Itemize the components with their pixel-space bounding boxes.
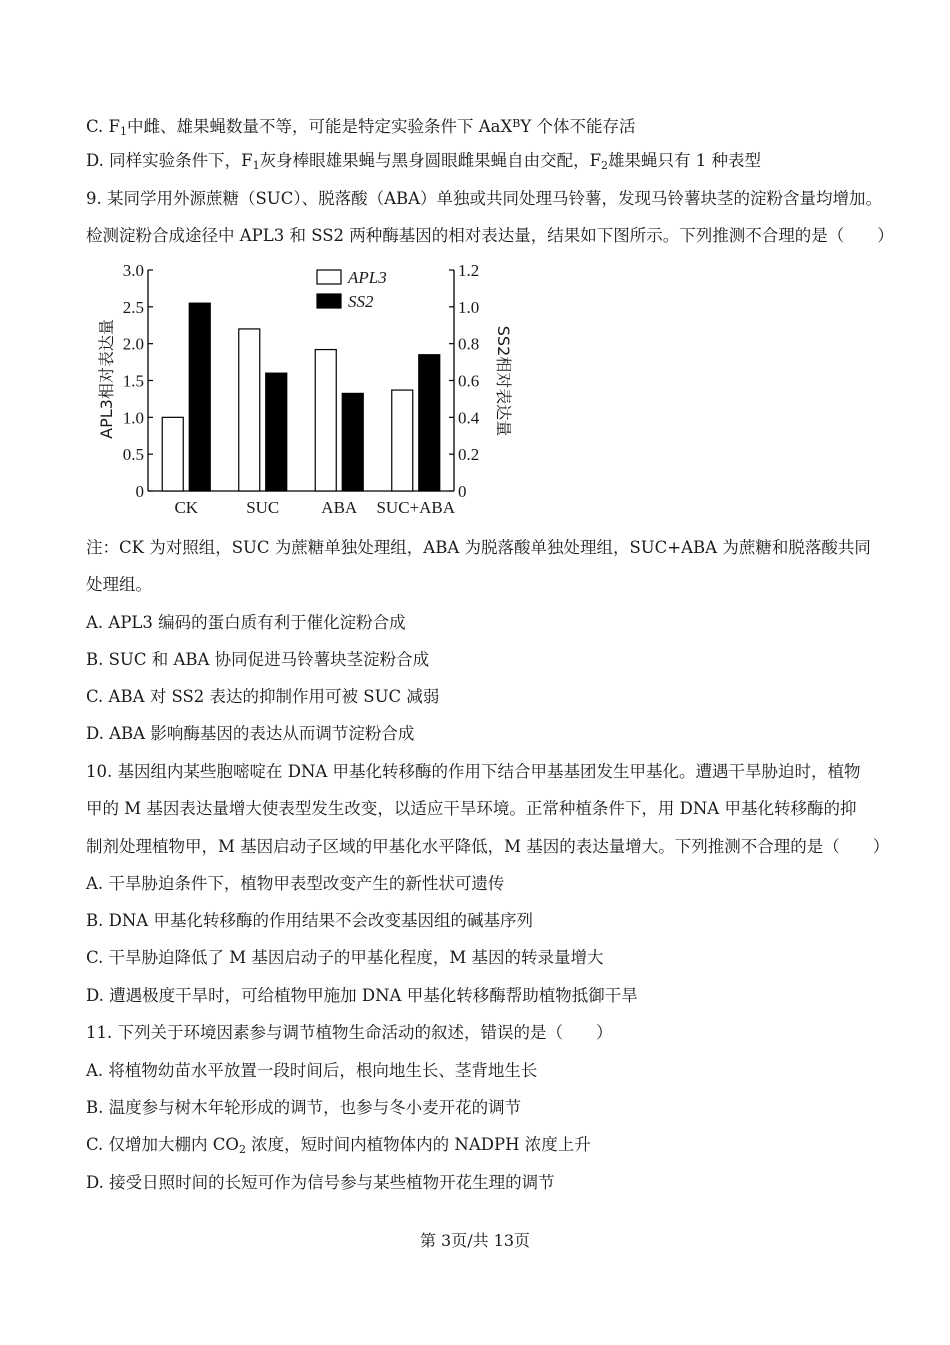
legend-label-ss2: SS2 bbox=[348, 292, 374, 311]
q8-option-d: D. 同样实验条件下，$F_1$灰身棒眼雄果蝇与黑身圆眼雌果蝇自由交配，$F_2$雄果蝇只有 1 种表型 bbox=[86, 151, 762, 172]
bar-ss2-ck bbox=[189, 303, 210, 491]
q9-option-b: B. SUC 和 ABA 协同促进马铃薯块茎淀粉合成 bbox=[86, 650, 430, 669]
legend-swatch-ss2 bbox=[317, 294, 341, 308]
left-tick-label: 2.5 bbox=[122, 297, 144, 317]
left-tick-label: 0 bbox=[135, 482, 144, 501]
bar-ss2-suc bbox=[266, 373, 287, 491]
q10-option-b: B. DNA 甲基化转移酶的作用结果不会改变基因组的碱基序列 bbox=[86, 911, 533, 930]
q10-option-c: C. 干旱胁迫降低了 M 基因启动子的甲基化程度，M 基因的转录量增大 bbox=[86, 948, 604, 967]
legend-label-apl3: APL3 bbox=[348, 268, 387, 287]
q10-stem-line3: 制剂处理植物甲，M 基因启动子区域的甲基化水平降低，M 基因的表达量增大。下列推测不合理的是（ ） bbox=[86, 837, 890, 856]
bar-ss2-suc-aba bbox=[419, 355, 440, 491]
x-tick-label: SUC+ABA bbox=[376, 498, 456, 517]
left-tick-label: 1.0 bbox=[122, 408, 144, 428]
bars bbox=[162, 303, 440, 491]
right-tick-label: 0.2 bbox=[458, 445, 480, 465]
q9-note-line1: 注：CK 为对照组，SUC 为蔗糖单独处理组，ABA 为脱落酸单独处理组，SUC+ABA 为蔗糖和脱落酸共同 bbox=[86, 538, 871, 557]
bar-ss2-aba bbox=[342, 393, 363, 491]
q10-stem-line2: 甲的 M 基因表达量增大使表型发生改变，以适应干旱环境。正常种植条件下，用 DNA 甲基化转移酶的抑 bbox=[86, 799, 857, 818]
bar-chart bbox=[86, 256, 526, 521]
right-axis-title: SS2相对表达量 bbox=[494, 325, 513, 437]
x-tick-label: ABA bbox=[321, 498, 358, 517]
q9-option-c: C. ABA 对 SS2 表达的抑制作用可被 SUC 减弱 bbox=[86, 687, 440, 706]
right-axis bbox=[449, 261, 480, 501]
q10-option-a: A. 干旱胁迫条件下，植物甲表型改变产生的新性状可遗传 bbox=[86, 874, 505, 893]
left-tick-label: 0.5 bbox=[122, 445, 144, 465]
x-tick-label: CK bbox=[174, 498, 199, 517]
q11-stem: 11. 下列关于环境因素参与调节植物生命活动的叙述，错误的是（ ） bbox=[86, 1023, 613, 1042]
right-tick-label: 0.8 bbox=[458, 334, 480, 354]
right-tick-label: 0 bbox=[458, 482, 467, 501]
bar-apl3-suc bbox=[239, 329, 260, 491]
x-tick-labels bbox=[174, 498, 455, 517]
q11-option-c: C. 仅增加大棚内 $CO_2$ 浓度，短时间内植物体内的 NADPH 浓度上升 bbox=[86, 1135, 591, 1156]
left-tick-label: 1.5 bbox=[122, 371, 144, 391]
q11-option-b: B. 温度参与树木年轮形成的调节，也参与冬小麦开花的调节 bbox=[86, 1098, 522, 1117]
bar-apl3-suc-aba bbox=[392, 390, 413, 491]
page-footer: 第 3页/共 13页 bbox=[419, 1231, 531, 1250]
bar-apl3-ck bbox=[162, 417, 183, 491]
q9-option-d: D. ABA 影响酶基因的表达从而调节淀粉合成 bbox=[86, 724, 415, 743]
legend-swatch-apl3 bbox=[317, 270, 341, 284]
x-tick-label: SUC bbox=[246, 498, 280, 517]
q11-option-a: A. 将植物幼苗水平放置一段时间后，根向地生长、茎背地生长 bbox=[86, 1061, 538, 1080]
right-tick-label: 0.6 bbox=[458, 371, 480, 391]
right-tick-label: 1.0 bbox=[458, 297, 480, 317]
q11-option-d: D. 接受日照时间的长短可作为信号参与某些植物开花生理的调节 bbox=[86, 1173, 555, 1192]
q10-option-d: D. 遭遇极度干旱时，可给植物甲施加 DNA 甲基化转移酶帮助植物抵御干旱 bbox=[86, 986, 638, 1005]
right-tick-label: 1.2 bbox=[458, 261, 480, 280]
q9-stem-line1: 9. 某同学用外源蔗糖（SUC）、脱落酸（ABA）单独或共同处理马铃薯，发现马铃薯块茎的淀粉含量均增加。 bbox=[86, 189, 883, 208]
left-tick-label: 3.0 bbox=[122, 261, 144, 280]
q9-option-a: A. APL3 编码的蛋白质有利于催化淀粉合成 bbox=[86, 613, 406, 632]
bar-apl3-aba bbox=[315, 350, 336, 491]
q9-stem-line2: 检测淀粉合成途径中 APL3 和 SS2 两种酶基因的相对表达量，结果如下图所示。下列推测不合理的是（ ） bbox=[86, 226, 894, 245]
q8-option-c: C. $F_1$中雌、雄果蝇数量不等，可能是特定实验条件下 AaX$^B$Y 个体不能存活 bbox=[86, 117, 636, 138]
right-tick-label: 0.4 bbox=[458, 408, 480, 428]
q9-note-line2: 处理组。 bbox=[86, 575, 152, 594]
legend bbox=[317, 268, 387, 311]
left-axis-title: APL3相对表达量 bbox=[97, 319, 116, 439]
left-tick-label: 2.0 bbox=[122, 334, 144, 354]
q10-stem-line1: 10. 基因组内某些胞嘧啶在 DNA 甲基化转移酶的作用下结合甲基基团发生甲基化。遭遇干旱胁迫时，植物 bbox=[86, 762, 861, 781]
